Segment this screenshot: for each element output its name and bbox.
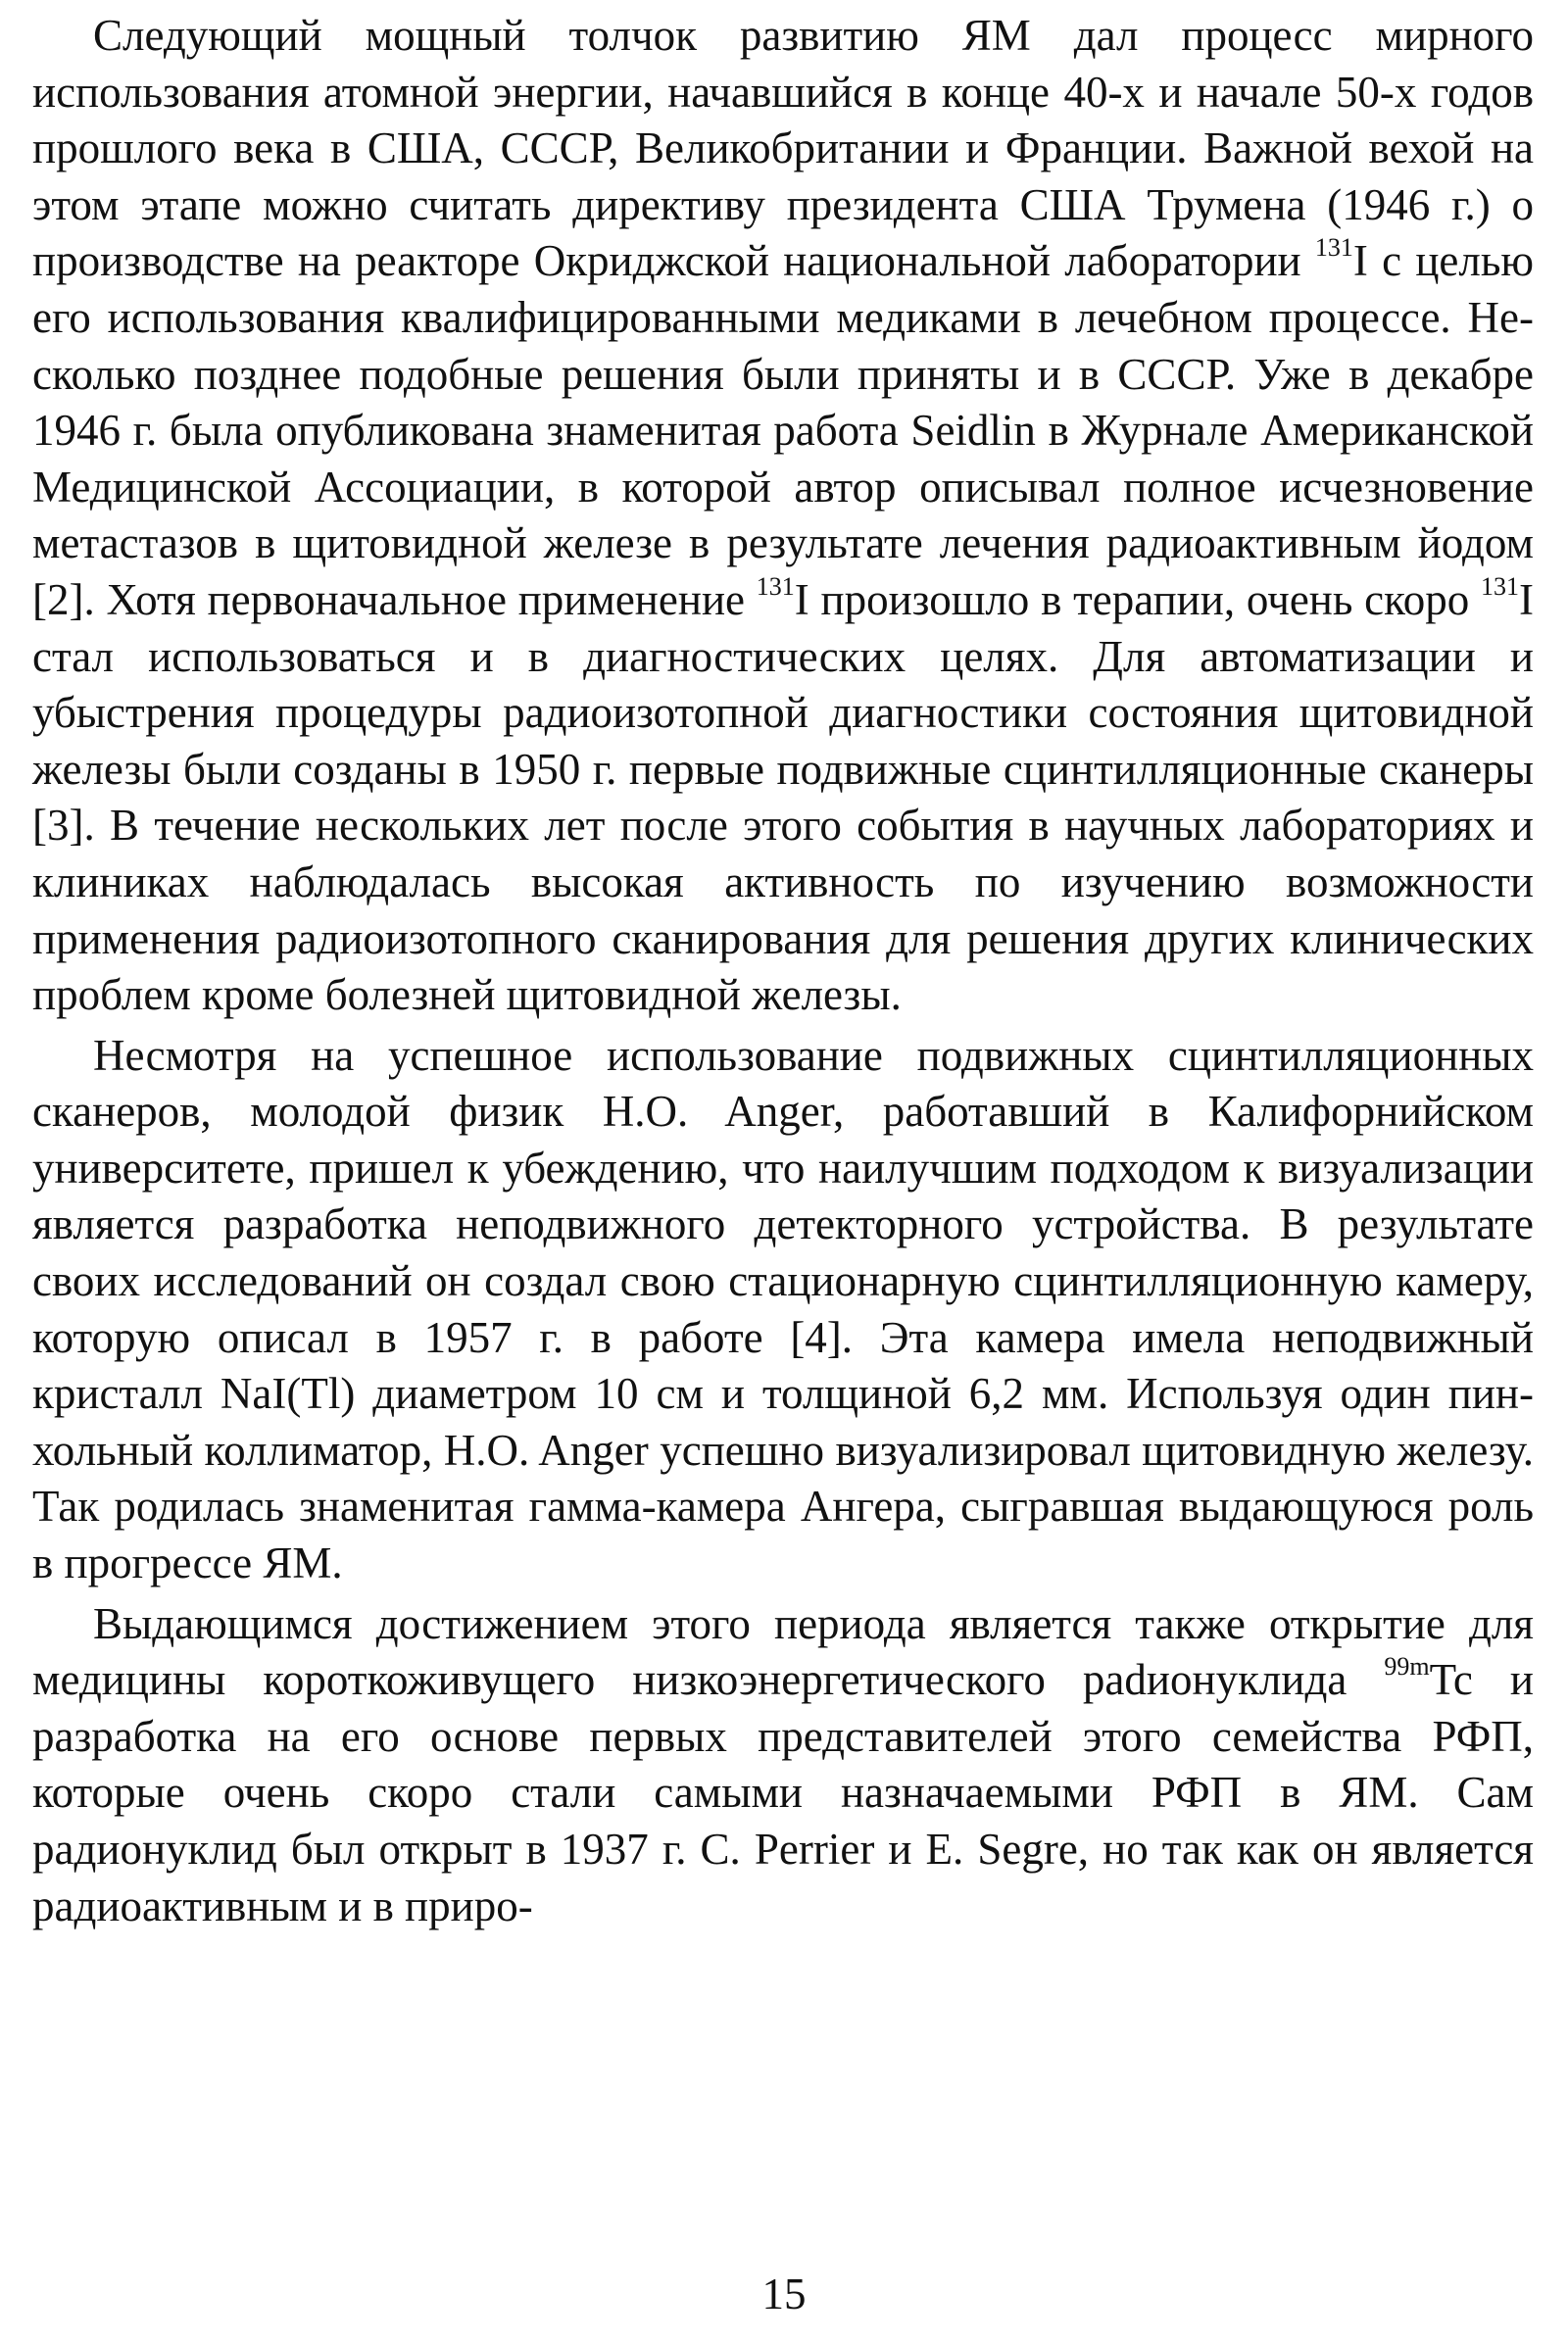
text-run: I стал использоваться и в диагностических целях. Для автоматизации и убыстрения процедуры радиоизотопной диагностики состояния щитовидной железы были созданы в 1950 г. первые подвижные сцинтилляционные сканеры [3]. В течение нескольких лет после этого события в научных лабораториях и клиниках наблюдалась высокая активность по изучению возможности применения радиоизотопного сканирования для решения других клинических проблем кроме болезней щитовидной железы. <box>32 574 1534 1020</box>
isotope-superscript: 99m <box>1384 1652 1430 1682</box>
page-number: 15 <box>761 2269 807 2318</box>
isotope-superscript: 131 <box>1314 233 1353 263</box>
text-run: I произошло в терапии, очень скоро <box>794 574 1481 624</box>
paragraph-1 <box>32 8 1534 1024</box>
text-run: Выдающимся достижением этого периода является также открытие для медицины короткоживущего низкоэнергетического раdионуклида <box>32 1598 1534 1705</box>
isotope-superscript: 131 <box>1481 571 1519 601</box>
text-run: Несмотря на успешное использование подвижных сцинтилляционных сканеров, молодой физик H.O. Anger, работавший в Калифорнийском университете, пришел к убеждению, что наилучшим подходом к визуализации является разработка неподвижного детекторного устройства. В результате своих исследований он создал свою стационарную сцинтилляционную камеру, которую описал в 1957 г. в работе [4]. Эта камера имела неподвижный кристалл NaI(Tl) диаметром 10 см и толщиной 6,2 мм. Используя один пинхольный коллиматор, H.O. Anger успешно визуализировал щитовидную железу. Так родилась знаменитая гамма-камера Ангера, сыгравшая выдающуюся роль в прогрессе ЯМ. <box>32 1030 1534 1588</box>
text-run: I с целью его использования квалифицированными медиками в лечебном процессе. Несколько позднее подобные решения были приняты и в СССР. Уже в декабре 1946 г. была опубликована знаменитая работа Seidlin в Журнале Американской Медицинской Ассоциации, в которой автор описывал полное исчезновение метастазов в щитовидной железе в результате лечения радиоактивным йодом [2]. Хотя первоначальное применение <box>32 236 1534 624</box>
text-run: Tc и разработка на его основе первых представителей этого семейства РФП, которые очень скоро стали самыми назначаемыми РФП в ЯМ. Сам радионуклид был открыт в 1937 г. C. Perrier и E. Segre, но так как он является радиоактивным и в приро- <box>32 1655 1534 1930</box>
paragraph-3 <box>32 1596 1534 1935</box>
paragraph-2 <box>32 1028 1534 1592</box>
isotope-superscript: 131 <box>756 571 795 601</box>
text-run: Следующий мощный толчок развитию ЯМ дал процесс мирного использования атомной энергии, начавшийся в конце 40-х и начале 50-х годов прошлого века в США, СССР, Великобритании и Франции. Важной вехой на этом этапе можно считать директиву президента США Трумена (1946 г.) о производстве на реакторе Окриджской национальной лаборатории <box>32 11 1534 286</box>
page-body <box>32 8 1534 1934</box>
